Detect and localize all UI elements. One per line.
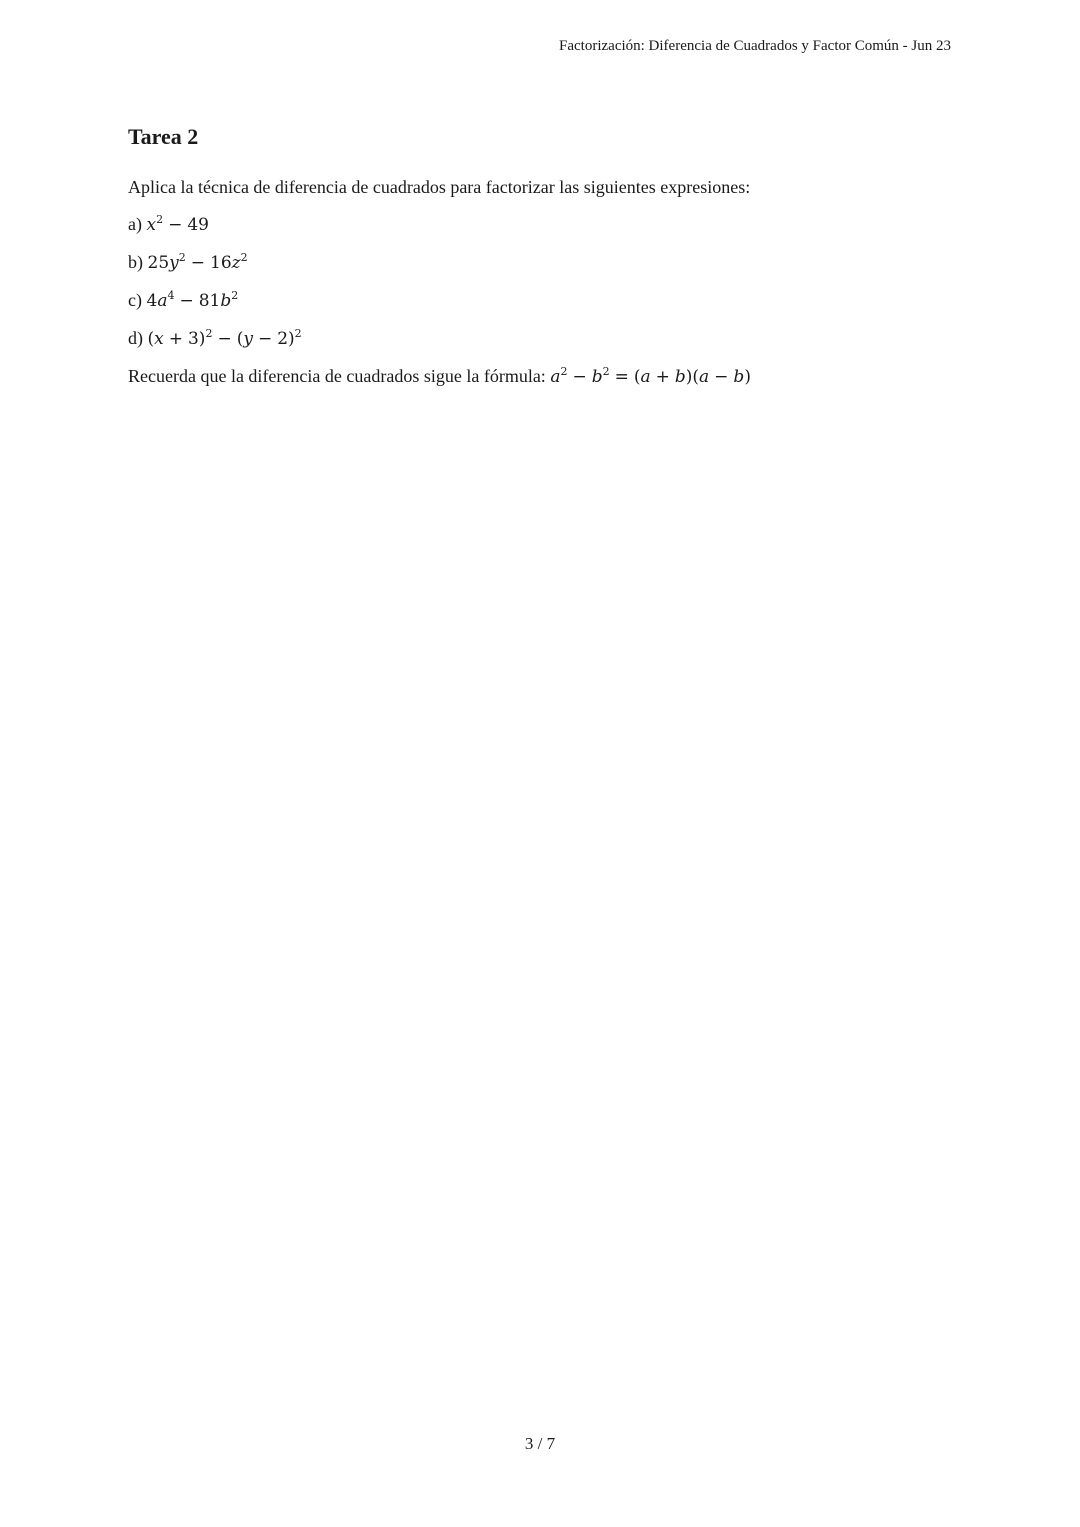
math-number: 81 — [198, 291, 221, 311]
math-variable: x — [146, 215, 157, 235]
exercise-expression — [146, 215, 208, 235]
math-number: 25 — [147, 253, 170, 273]
math-operator: + — [655, 367, 670, 387]
math-exponent: 2 — [560, 365, 568, 378]
math-number: )( — [685, 367, 700, 387]
math-exponent: 2 — [240, 251, 248, 264]
task-instructions: Aplica la técnica de diferencia de cuadrados para factorizar las siguientes expresiones: — [128, 177, 751, 197]
page-number: 3 / 7 — [524, 1434, 556, 1453]
reminder-text: Recuerda que la diferencia de cuadrados sigue la fórmula: — [128, 366, 546, 386]
math-exponent: 2 — [231, 289, 239, 302]
exercise-label: a) — [128, 214, 142, 234]
math-number: 16 — [210, 253, 232, 273]
running-header: Factorización: Diferencia de Cuadrados y Factor Común - Jun 23 — [559, 38, 951, 54]
formula-reminder — [128, 363, 952, 390]
math-number: 2) — [277, 329, 295, 349]
exercise-item — [128, 287, 952, 314]
difference-of-squares-formula — [550, 367, 751, 387]
math-variable: y — [243, 329, 253, 349]
math-variable: x — [154, 329, 164, 349]
math-variable: y — [169, 253, 179, 273]
math-number: 49 — [187, 215, 209, 235]
math-variable: a — [550, 367, 561, 387]
math-operator: + — [168, 329, 183, 349]
math-number: 3) — [187, 329, 206, 349]
math-operator: − — [257, 329, 273, 349]
math-number: ( — [147, 329, 155, 349]
math-variable: b — [591, 367, 603, 387]
math-exponent: 2 — [205, 327, 213, 340]
math-number: ( — [633, 367, 641, 387]
math-variable: b — [674, 367, 686, 387]
math-operator: − — [179, 291, 194, 311]
math-number: ( — [236, 329, 244, 349]
math-variable: a — [640, 367, 651, 387]
math-number: ) — [744, 367, 751, 387]
exercise-label: d) — [128, 328, 143, 348]
math-operator: − — [190, 253, 205, 273]
exercise-item — [128, 211, 952, 238]
math-operator: − — [168, 215, 183, 235]
math-operator: − — [714, 367, 729, 387]
exercise-item — [128, 325, 952, 352]
page-content — [128, 122, 952, 390]
math-exponent: 2 — [156, 213, 164, 226]
exercise-label: c) — [128, 290, 142, 310]
exercise-expression — [146, 291, 238, 311]
math-exponent: 2 — [602, 365, 610, 378]
math-operator: − — [217, 329, 232, 349]
math-variable: a — [157, 291, 168, 311]
exercise-label: b) — [128, 252, 143, 272]
math-operator: = — [614, 367, 629, 387]
math-number: 4 — [146, 291, 158, 311]
math-variable: a — [699, 367, 710, 387]
exercise-expression — [148, 253, 248, 273]
exercise-list — [128, 211, 952, 352]
math-variable: z — [231, 253, 241, 273]
math-exponent: 2 — [294, 327, 302, 340]
exercise-item — [128, 249, 952, 276]
math-variable: b — [733, 367, 745, 387]
section-title: Tarea 2 — [128, 124, 199, 149]
math-variable: b — [220, 291, 232, 311]
math-exponent: 4 — [167, 289, 175, 302]
math-exponent: 2 — [178, 251, 186, 264]
math-operator: − — [572, 367, 587, 387]
exercise-expression — [148, 329, 302, 349]
